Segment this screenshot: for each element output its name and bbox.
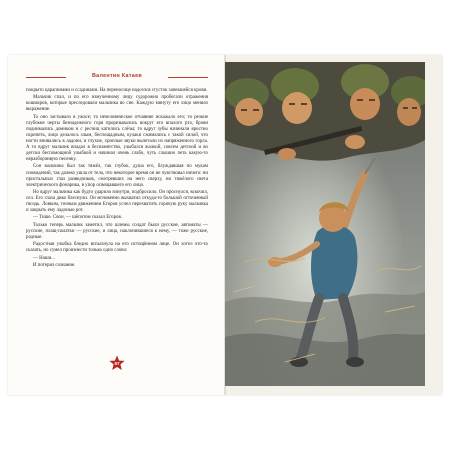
paragraph: Мальчик спал, и по его измученному лицу судорожно пробегали отражения кошмаров, которые преследовали мальчика во сне. Каждую минуту его лицо меняло выражение. xyxy=(26,95,208,113)
paragraph: — Наши... xyxy=(33,255,55,261)
left-page xyxy=(8,55,226,395)
paragraph: Радостная улыбка бледно вспыхнула на его истощённом лице. Он хотел что-то сказать, но сумел произнести только одно слово: xyxy=(26,242,208,254)
paragraph: Но вдруг мальчика как будто ударило изнутри, подбросило. Он проснулся, вскочил, сел. Его глаза дико блеснули. Он мгновенно выхватил откуда-то большой отточенный гвоздь. Ловким, точным движением Егоров успел перехватить горячую руку мальчика и закрыть ему ладонью рот. xyxy=(26,189,208,214)
paragraph: То оно застывало в ужасе; то нечеловеческое отчаяние искажало его; то резкие глубокие черты безнадежного горя прорезывались вокруг его впалого рта, брови поднимались домиком и с ресниц катились слёзы; то вдруг зубы начинали яростно скрипеть, лицо делалось злым, беспощадным, кулаки сжимались с такой силой, что ногти впивались в ладони, и глухие, хриплые звуки вылетали из напряженного горла. А то вдруг мальчик впадал в беспамятство, улыбался жалкой, совсем детской и во детски беспомощной улыбкой и начинал очень слабо, чуть слышно петь какую-то неразборчивую песенку. xyxy=(26,114,208,163)
illustration xyxy=(225,62,425,386)
paragraph: покрыто царапинами и ссадинами. На переносице надселся сгусток запекшейся крови. xyxy=(26,88,208,93)
soldiers xyxy=(225,62,425,161)
paragraph: Сон мальчика был так тяжёл, так глубок, душа его, блуждавшая по мукам сновидений, так далеко ушла от тела, что некоторое время он не чувствовал ничего: ни пристальных глаз разведчиков, смотревших на него сверху, ни тяжёлого света электрического фонарика, в упор освещавшего его лицо. xyxy=(26,164,208,188)
paragraph: — Тише. Свои, — шёпотом сказал Егоров. xyxy=(33,215,123,221)
running-header xyxy=(26,73,208,83)
paragraph: И потерял сознание. xyxy=(33,262,76,268)
page-number-star xyxy=(109,355,125,371)
page-number: 67 xyxy=(114,361,120,366)
running-header-author: Валентин Катаев xyxy=(91,73,142,79)
paragraph: Только теперь мальчик заметил, что шлемы солдат были русские, автоматы — русские, плащ-палатки — русские, и лица, наклонившиеся к нему, — тоже русские, родные. xyxy=(26,222,208,240)
header-rule-right xyxy=(168,77,208,78)
body-text xyxy=(26,88,208,270)
